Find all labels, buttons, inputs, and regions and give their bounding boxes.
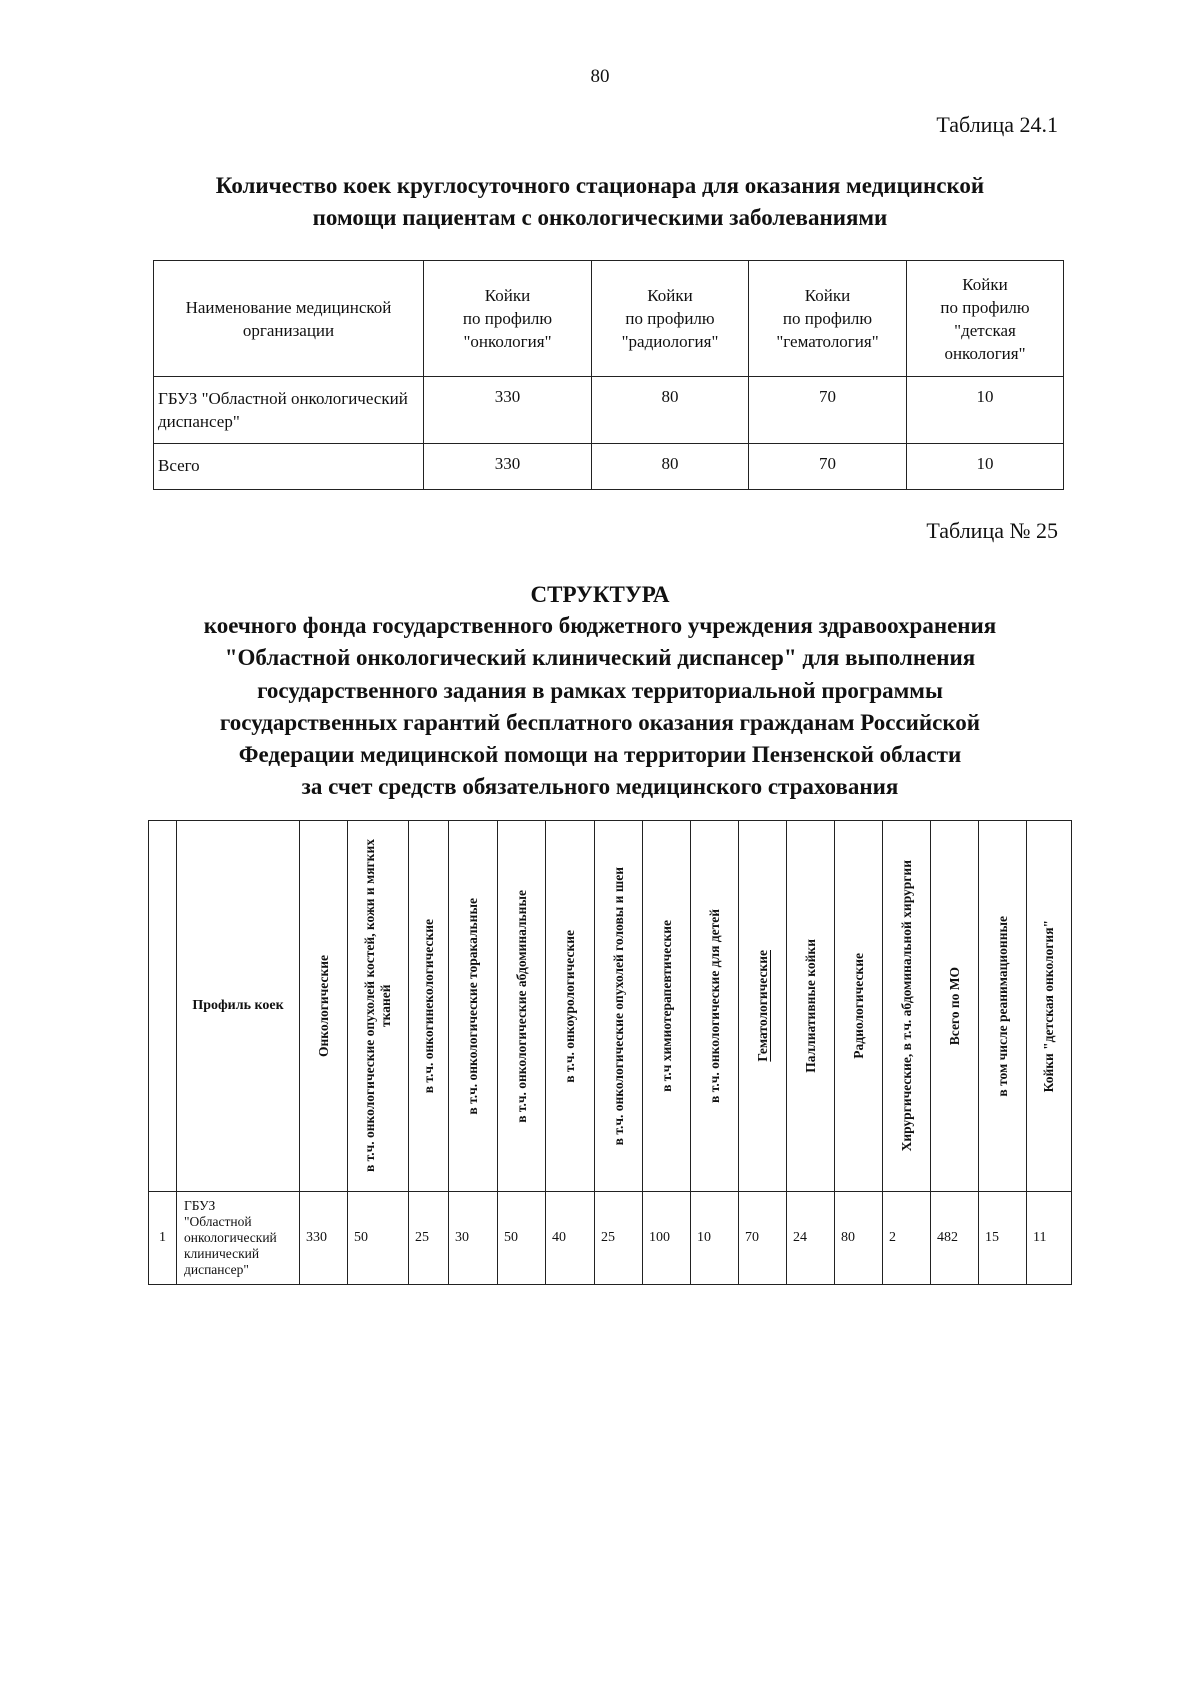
table-header-row bbox=[154, 261, 1064, 377]
header-bed-profile: Профиль коек bbox=[177, 821, 300, 1192]
header-col bbox=[595, 821, 643, 1192]
page-number: 80 bbox=[590, 66, 610, 87]
header-col-text: Хирургические, в т.ч. абдоминальной хирургии bbox=[898, 860, 914, 1152]
header-col bbox=[835, 821, 883, 1192]
cell-value: 80 bbox=[592, 377, 749, 444]
cell-value: 10 bbox=[691, 1192, 739, 1285]
header-index bbox=[149, 821, 177, 1192]
cell-value: 40 bbox=[546, 1192, 595, 1285]
table-beds-by-profile bbox=[153, 260, 1064, 490]
header-line: Койки bbox=[804, 286, 851, 305]
table2-title-line: коечного фонда государственного бюджетного учреждения здравоохранения bbox=[203, 613, 997, 638]
table2-title-line: государственных гарантий бесплатного оказания гражданам Российской bbox=[219, 709, 981, 735]
cell-value: 11 bbox=[1027, 1192, 1072, 1285]
header-col bbox=[931, 821, 979, 1192]
cell-value: 10 bbox=[907, 377, 1064, 444]
table2-title-line: "Областной онкологический клинический диспансер" для выполнения bbox=[224, 645, 976, 671]
header-col bbox=[883, 821, 931, 1192]
header-oncology bbox=[424, 261, 592, 377]
cell-value: 330 bbox=[424, 377, 592, 444]
cell-value: 70 bbox=[749, 377, 907, 444]
cell-value: 15 bbox=[979, 1192, 1027, 1285]
table-bed-fund-structure bbox=[148, 820, 1072, 1285]
cell-value: 70 bbox=[739, 1192, 787, 1285]
header-line: Койки bbox=[962, 274, 1008, 294]
table2-title-line: за счет средств обязательного медицинского страхования bbox=[301, 774, 899, 800]
cell-value: 50 bbox=[498, 1192, 546, 1285]
header-line: Койки bbox=[647, 286, 693, 305]
header-col-text: в т.ч. онкологические торакальные bbox=[465, 897, 480, 1115]
header-line: "гематология" bbox=[776, 332, 879, 351]
header-line: по профилю bbox=[462, 309, 553, 328]
table1-title-line: помощи пациентам с онкологическими заболеваниями bbox=[312, 205, 888, 230]
header-col-text: Паллиативные койки bbox=[802, 939, 818, 1073]
cell-value: 330 bbox=[300, 1192, 348, 1285]
header-col bbox=[348, 821, 409, 1192]
header-line: "онкология" bbox=[463, 332, 552, 351]
cell-value: 2 bbox=[883, 1192, 931, 1285]
cell-value: 50 bbox=[348, 1192, 409, 1285]
header-col-text: в т.ч. онкологические опухолей головы и шеи bbox=[610, 866, 626, 1146]
header-col bbox=[787, 821, 835, 1192]
header-col bbox=[449, 821, 498, 1192]
header-col bbox=[546, 821, 595, 1192]
cell-value: 70 bbox=[749, 444, 907, 490]
header-line: Койки bbox=[484, 286, 531, 305]
cell-value: 80 bbox=[592, 444, 749, 490]
header-col bbox=[409, 821, 449, 1192]
header-col-text: в том числе реанимационные bbox=[994, 915, 1010, 1097]
org-line: "Областной bbox=[184, 1214, 252, 1229]
cell-value: 330 bbox=[424, 444, 592, 490]
header-line: Наименование медицинской bbox=[185, 297, 392, 317]
org-line: онкологический bbox=[184, 1230, 277, 1245]
cell-value: 100 bbox=[643, 1192, 691, 1285]
cell-org: ГБУЗ "Областной онкологический диспансер" bbox=[154, 377, 424, 444]
header-col-text: Всего по МО bbox=[946, 966, 962, 1046]
header-line: "радиология" bbox=[621, 332, 719, 351]
header-col bbox=[739, 821, 787, 1192]
header-hematology bbox=[749, 261, 907, 377]
cell-value: 24 bbox=[787, 1192, 835, 1285]
header-col bbox=[979, 821, 1027, 1192]
header-col-text: Гематологические bbox=[754, 950, 770, 1062]
header-col-text: в т.ч. онкологические для детей bbox=[706, 909, 722, 1103]
header-line: по профилю bbox=[940, 297, 1030, 317]
cell-total-label: Всего bbox=[154, 444, 424, 490]
table-header-row bbox=[149, 821, 1072, 1192]
header-line: "детская bbox=[954, 320, 1016, 340]
cell-index: 1 bbox=[149, 1192, 177, 1285]
cell-value: 25 bbox=[409, 1192, 449, 1285]
header-col-text: Койки "детская онкология" bbox=[1041, 919, 1056, 1093]
header-line: онкология" bbox=[944, 343, 1026, 363]
cell-value: 482 bbox=[931, 1192, 979, 1285]
header-col-text: в т.ч. онкогинекологические bbox=[420, 918, 436, 1094]
table2-title-line: Федерации медицинской помощи на территории Пензенской области bbox=[238, 742, 962, 768]
header-col bbox=[300, 821, 348, 1192]
table2-title-line: государственного задания в рамках территориальной программы bbox=[257, 677, 943, 703]
header-org-name bbox=[154, 261, 424, 377]
table-row-total bbox=[154, 444, 1064, 490]
header-col bbox=[643, 821, 691, 1192]
cell-value: 30 bbox=[449, 1192, 498, 1285]
header-line: по профилю bbox=[782, 309, 873, 328]
table2-label: Таблица № 25 bbox=[926, 518, 1058, 543]
org-line: ГБУЗ bbox=[184, 1198, 216, 1213]
header-col-text: в т.ч. онкологические абдоминальные bbox=[513, 889, 529, 1123]
table-row bbox=[149, 1192, 1072, 1285]
header-col bbox=[498, 821, 546, 1192]
table1-label: Таблица 24.1 bbox=[936, 112, 1058, 137]
header-col-text: в т.ч. онкоурологические bbox=[562, 929, 577, 1083]
cell-org bbox=[177, 1192, 300, 1285]
cell-value: 25 bbox=[595, 1192, 643, 1285]
table2-heading: СТРУКТУРА bbox=[530, 582, 670, 607]
header-col-text: в т.ч химиотерапевтические bbox=[658, 920, 674, 1092]
header-col bbox=[1027, 821, 1072, 1192]
header-line: организации bbox=[242, 320, 335, 340]
header-col-text: Онкологические bbox=[315, 955, 331, 1057]
cell-value: 10 bbox=[907, 444, 1064, 490]
header-child-oncology bbox=[907, 261, 1064, 377]
org-line: диспансер" bbox=[184, 1262, 249, 1277]
table-row bbox=[154, 377, 1064, 444]
header-line: по профилю bbox=[625, 309, 715, 328]
header-radiology bbox=[592, 261, 749, 377]
cell-value: 80 bbox=[835, 1192, 883, 1285]
header-col-text: Радиологические bbox=[850, 953, 866, 1059]
table1-title-line: Количество коек круглосуточного стационара для оказания медицинской bbox=[215, 173, 985, 198]
org-line: клинический bbox=[184, 1246, 260, 1261]
header-col-text: в т.ч. онкологические опухолей костей, кожи и мягких тканей bbox=[362, 839, 393, 1173]
header-col bbox=[691, 821, 739, 1192]
table2-title bbox=[0, 610, 1200, 804]
table1-title bbox=[0, 170, 1200, 234]
